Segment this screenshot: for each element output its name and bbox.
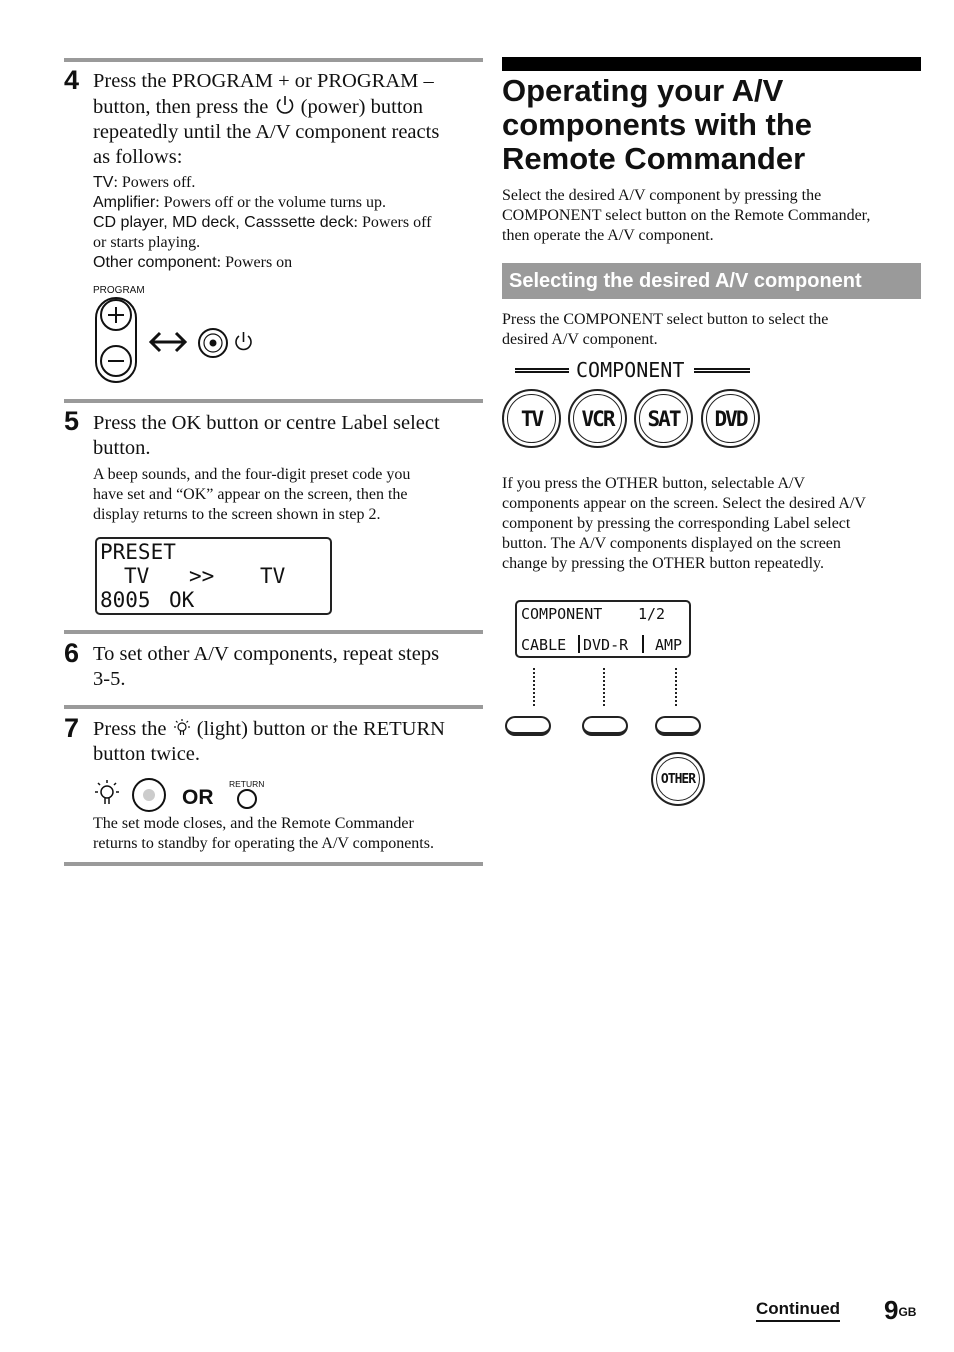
reaction-item: TV: Powers off. — [93, 174, 196, 191]
dotted-connector — [533, 668, 535, 706]
page-number: $9^{GB}$ — [884, 1295, 917, 1325]
intro-paragraph: Select the desired A/V component by pressing the COMPONENT select button on the Remote Commander, then operate the A/V component. — [502, 187, 871, 244]
program-label: PROGRAM — [93, 285, 145, 296]
reaction-item: Other component: Powers on — [93, 254, 293, 271]
reaction-item: CD player, MD deck, Casssette deck: Powers off — [93, 214, 432, 231]
program-rocker-button — [96, 298, 136, 382]
step4-instruction: Press the PROGRAM + or PROGRAM – button, then press the (power) button repeatedly until the A/V component reacts as follows: — [93, 70, 440, 168]
preset-lcd-display: PRESET TV >> TV 8005 OK — [95, 537, 332, 615]
light-icon — [172, 718, 192, 738]
lcd-divider — [578, 635, 580, 653]
label-select-button[interactable] — [505, 716, 551, 736]
reaction-item: Amplifier: Powers off or the volume turns up. — [93, 194, 387, 211]
label-select-button[interactable] — [655, 716, 701, 736]
dotted-connector — [603, 668, 605, 706]
vcr-button[interactable]: VCR — [568, 389, 627, 448]
dotted-connector — [675, 668, 677, 706]
step-number: 6 — [64, 638, 80, 668]
step6-instruction: To set other A/V components, repeat steps 3-5. — [93, 643, 440, 690]
section-rule — [64, 705, 483, 709]
reaction-item: or starts playing. — [93, 234, 201, 251]
dvd-button[interactable]: DVD — [701, 389, 760, 448]
reaction-list — [93, 173, 488, 273]
light-icon — [95, 780, 119, 804]
lcd-divider — [642, 635, 644, 653]
section-rule — [64, 58, 483, 62]
or-label: OR — [182, 786, 214, 809]
power-button-icon — [199, 329, 227, 357]
component-label: COMPONENT — [576, 358, 685, 382]
other-button[interactable]: OTHER — [651, 752, 705, 806]
step5-instruction: Press the OK button or centre Label select button. — [93, 412, 440, 459]
step7-instruction: Press the (light) button or the RETURN button twice. — [93, 718, 445, 765]
press-paragraph: Press the COMPONENT select button to select the desired A/V component. — [502, 311, 829, 348]
step-number: 7 — [64, 713, 80, 743]
light-button-figure — [93, 777, 173, 813]
tv-button[interactable]: TV — [502, 389, 561, 448]
step-number: 5 — [64, 406, 80, 436]
light-button-icon — [133, 779, 165, 811]
component-line-right — [694, 368, 750, 373]
return-label: RETURN — [229, 779, 265, 789]
section-heading: Selecting the desired A/V component — [502, 263, 921, 299]
section-rule — [64, 630, 483, 634]
step-number: 4 — [64, 65, 80, 95]
double-arrow-icon — [151, 333, 185, 351]
power-icon — [236, 332, 251, 350]
title-bar — [502, 57, 921, 71]
step5-note: A beep sounds, and the four-digit preset code you have set and “OK” appear on the screen, then the display returns to the screen shown in step 2. — [93, 466, 411, 523]
sat-button[interactable]: SAT — [634, 389, 693, 448]
other-paragraph: If you press the OTHER button, selectable A/V components appear on the screen. Select the desired A/V component by pressing the corresponding Label select button. The A/V components displayed on the screen change by pressing the OTHER button repeatedly. — [502, 475, 866, 572]
program-figure — [93, 296, 263, 386]
return-button-icon — [237, 789, 257, 809]
step7-note: The set mode closes, and the Remote Commander returns to standby for operating the A/V components. — [93, 815, 434, 852]
section-rule — [64, 399, 483, 403]
page-title: Operating your A/V components with the Remote Commander — [502, 73, 812, 176]
component-line-left — [515, 368, 569, 373]
section-rule — [64, 862, 483, 866]
label-select-button[interactable] — [582, 716, 628, 736]
continued-label: Continued — [756, 1299, 840, 1322]
power-icon — [274, 94, 296, 116]
component-lcd-display: COMPONENT 1/2 CABLE DVD-R AMP — [515, 600, 691, 658]
